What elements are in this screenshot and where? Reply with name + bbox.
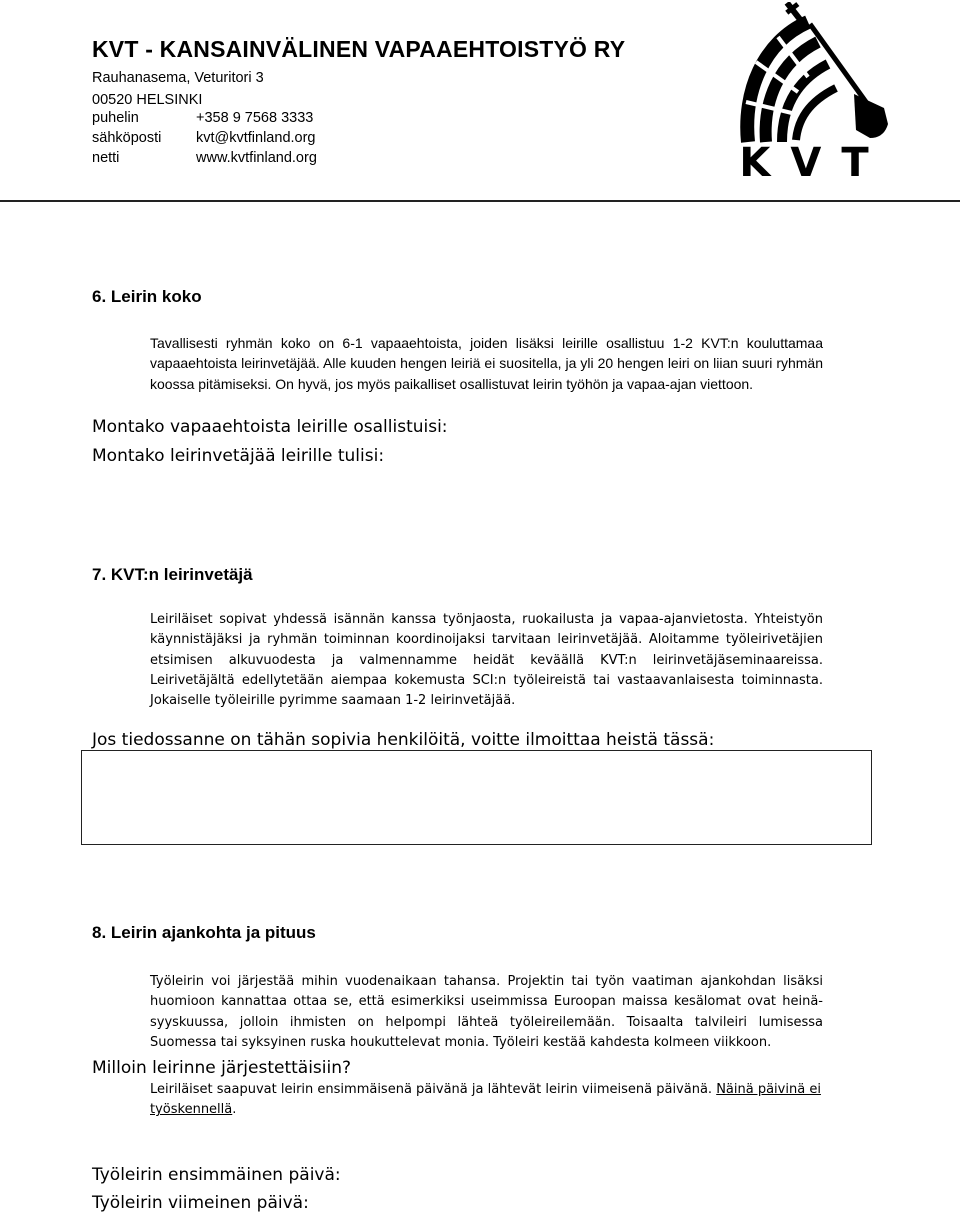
address-line-1: Rauhanasema, Veturitori 3 bbox=[92, 70, 264, 86]
volunteer-count-question: Montako vapaaehtoista leirille osallistuisi: bbox=[92, 417, 448, 437]
section-7-paragraph: Leiriläiset sopivat yhdessä isännän kanssa työnjaosta, ruokailusta ja vapaa-ajanvietosta. Yhteistyön käynnistäjäksi ja ryhmän toiminnan koordinoijaksi tarvitaan leirinvetäjää. Aloitamme työleirivetäjien etsimisen alkuvuodesta ja valmennamme heidät keväällä KVT:n leirinvetäjäseminaareissa. Leirivetäjältä edellytetään aiempaa kokemusta SCI:n työleireistä tai vastaavanlaisesta toiminnasta. Jokaiselle työleirille pyrimme saamaan 1-2 leirinvetäjää. bbox=[150, 612, 823, 709]
leader-suggestion-box[interactable] bbox=[81, 750, 872, 845]
schedule-note bbox=[150, 1080, 823, 1121]
schedule-note-end: . bbox=[232, 1102, 237, 1118]
logo-text: KVT bbox=[739, 140, 889, 182]
schedule-question: Milloin leirinne järjestettäisiin? bbox=[92, 1058, 352, 1078]
section-7-heading: 7. KVT:n leirinvetäjä bbox=[92, 565, 253, 584]
kvt-logo bbox=[738, 2, 890, 182]
first-day-label: Työleirin ensimmäinen päivä: bbox=[92, 1165, 341, 1185]
phone-value: +358 9 7568 3333 bbox=[196, 110, 314, 126]
header-divider bbox=[0, 200, 960, 202]
schedule-note-underlined: Näinä päivinä ei työskennellä bbox=[150, 1082, 821, 1118]
web-value[interactable]: www.kvtfinland.org bbox=[196, 150, 317, 166]
address-line-2: 00520 HELSINKI bbox=[92, 92, 203, 108]
section-8-heading: 8. Leirin ajankohta ja pituus bbox=[92, 923, 316, 942]
organization-name: KVT - KANSAINVÄLINEN VAPAAEHTOISTYÖ RY bbox=[92, 36, 626, 62]
email-label: sähköposti bbox=[92, 130, 162, 146]
web-label: netti bbox=[92, 150, 120, 166]
section-8-paragraph: Työleirin voi järjestää mihin vuodenaikaan tahansa. Projektin tai työn vaatiman ajankohdan lisäksi huomioon kannattaa ottaa se, että esimerkiksi useimmissa Euroopan maissa kesälomat ovat heinä-syyskuussa, jolloin ihmisten on helpompi lähteä työleireilemään. Toisaalta talvileiri lumisessa Suomessa tai syksyinen ruska houkuttelevat monia. Työleiri kestää kahdesta kolmeen viikkoon. bbox=[150, 974, 823, 1050]
section-6-heading: 6. Leirin koko bbox=[92, 287, 202, 306]
schedule-note-text: Leiriläiset saapuvat leirin ensimmäisenä päivänä ja lähtevät leirin viimeisenä päivänä. bbox=[150, 1082, 713, 1097]
section-6-paragraph: Tavallisesti ryhmän koko on 6-1 vapaaehtoista, joiden lisäksi leirille osallistuu 1-2 KVT:n kouluttamaa vapaaehtoista leirinvetäjää. Alle kuuden hengen leiriä ei suositella, ja yli 20 hengen leiri on liian suuri ryhmän koossa pitämiseksi. On hyvä, jos myös paikalliset osallistuvat leirin työhön ja vapaa-ajan viettoon. bbox=[150, 335, 823, 392]
leader-count-question: Montako leirinvetäjää leirille tulisi: bbox=[92, 446, 385, 466]
leader-suggestion-question: Jos tiedossanne on tähän sopivia henkilöitä, voitte ilmoittaa heistä tässä: bbox=[92, 730, 715, 750]
phone-label: puhelin bbox=[92, 110, 139, 126]
last-day-label: Työleirin viimeinen päivä: bbox=[92, 1193, 309, 1213]
email-value[interactable]: kvt@kvtfinland.org bbox=[196, 130, 316, 146]
